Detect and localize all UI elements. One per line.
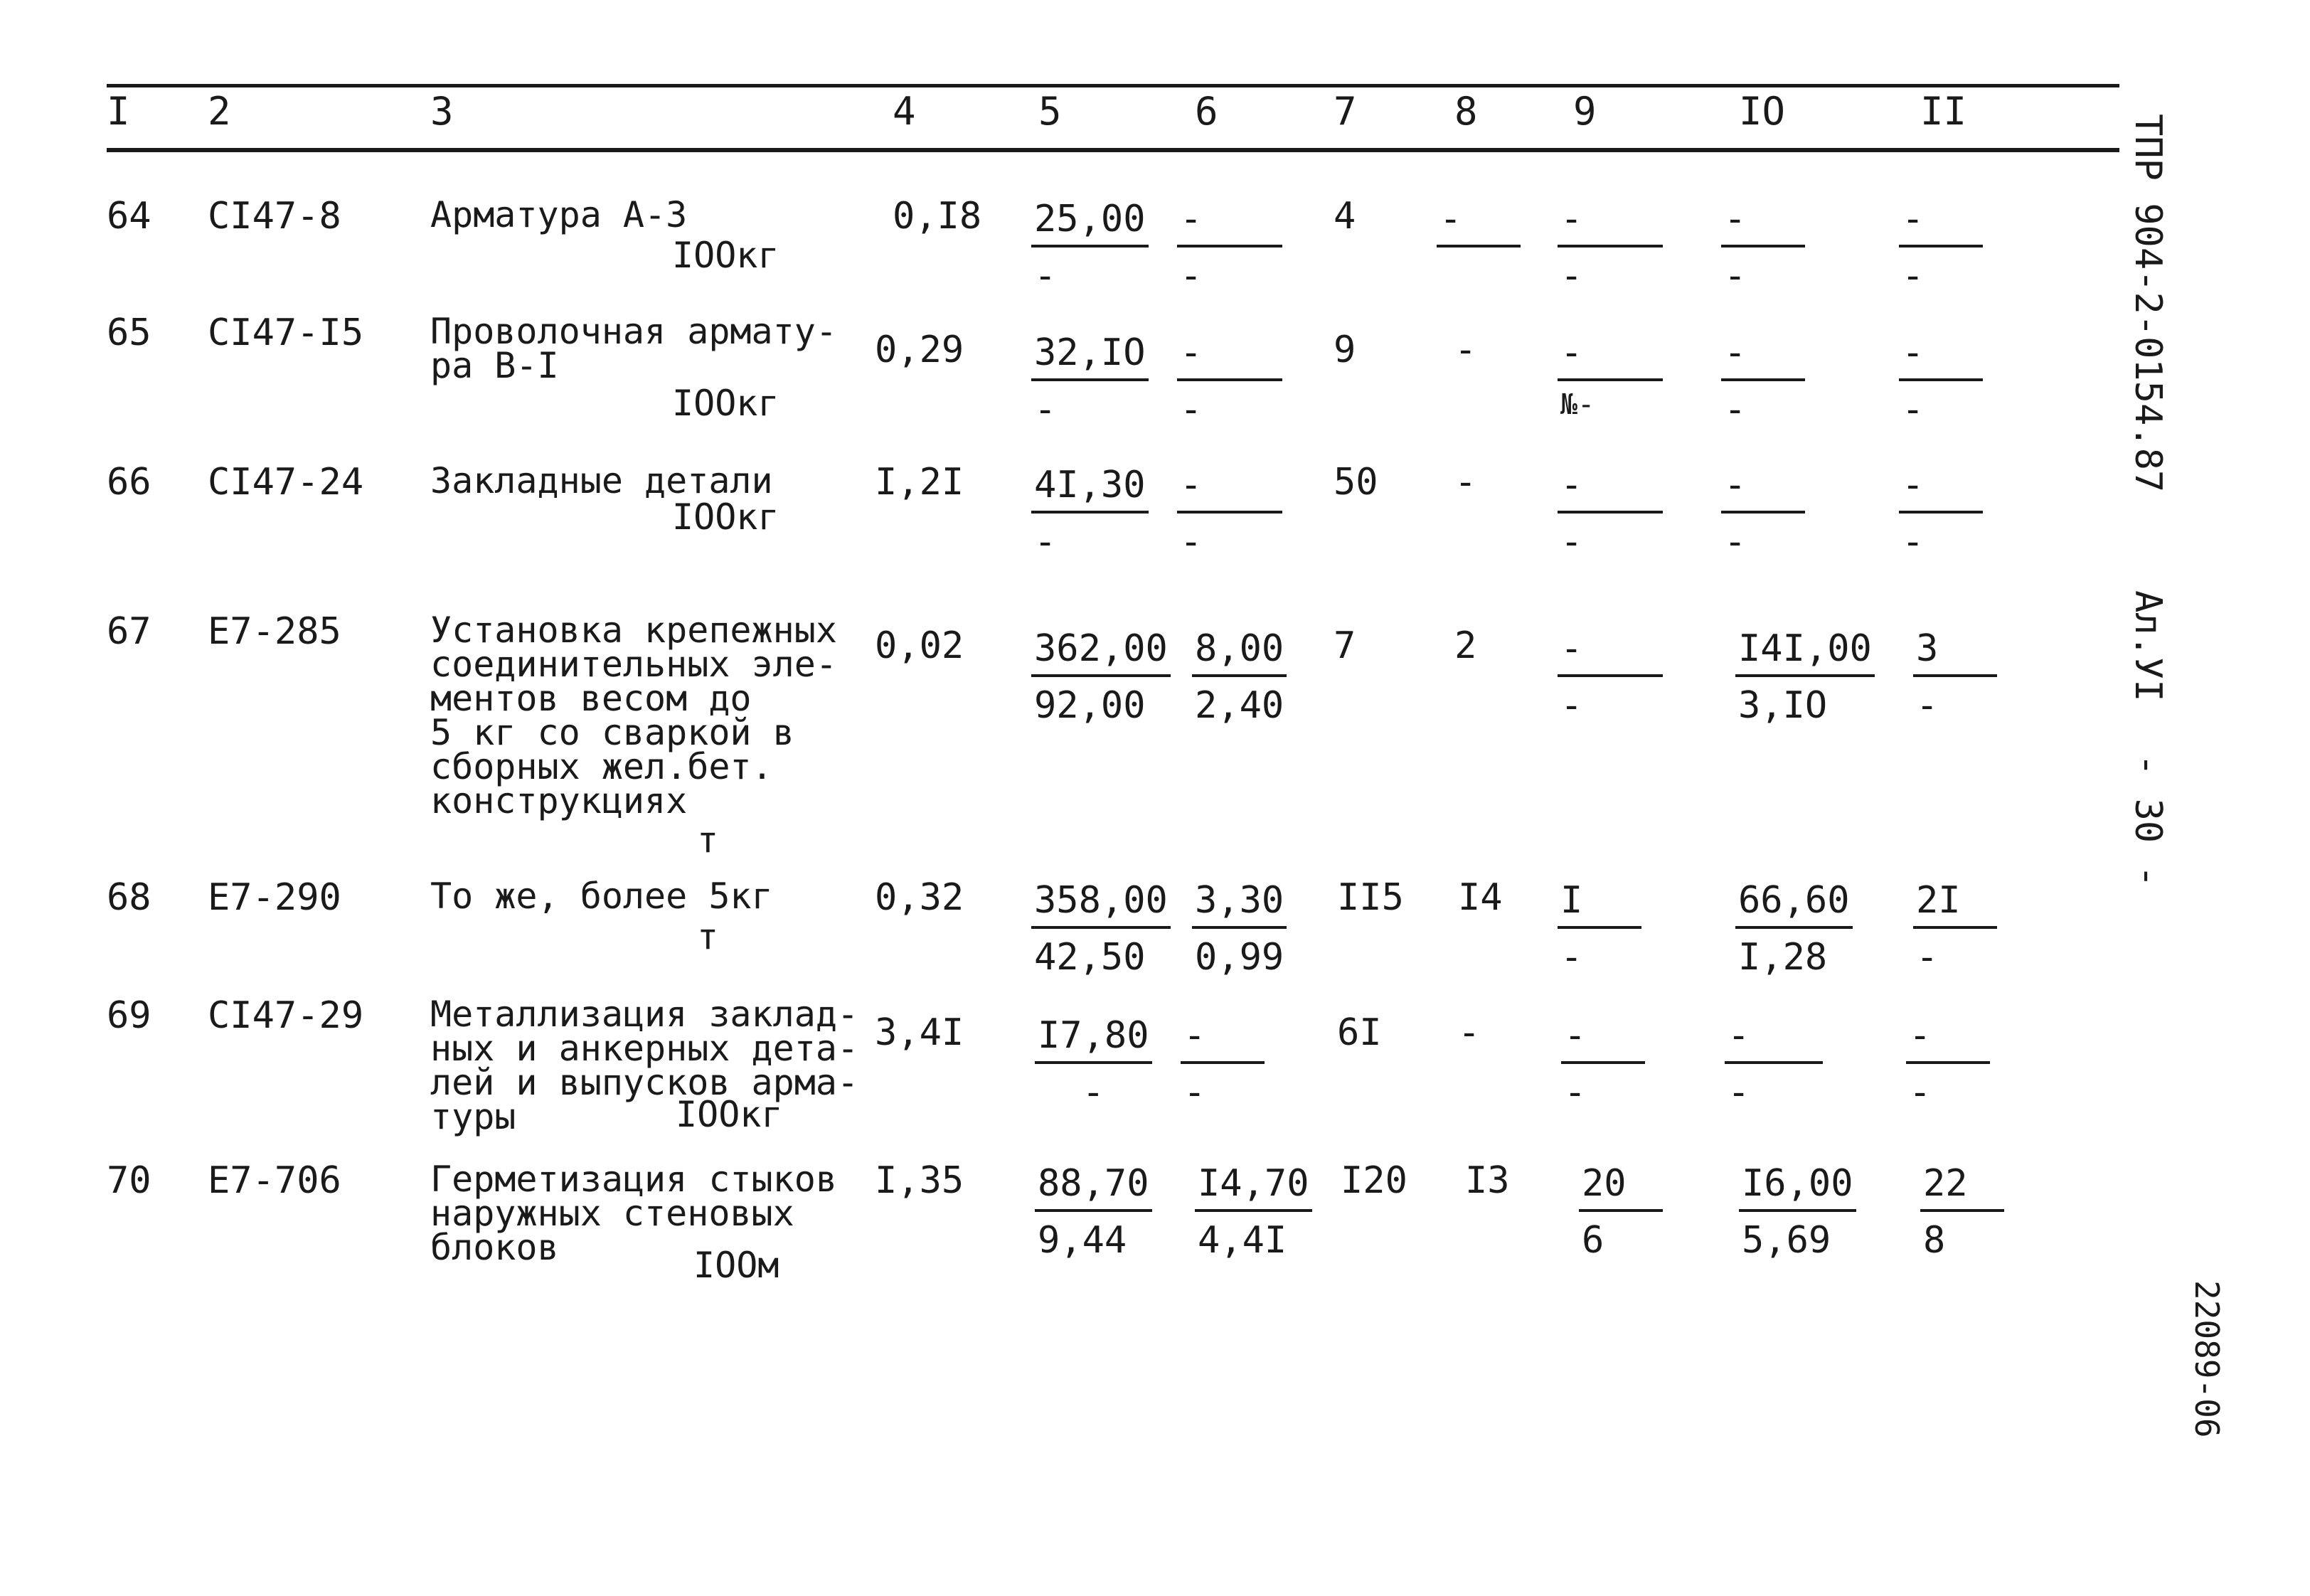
row-value-5: $\frac{358,00}{42,50}$: [1031, 879, 1171, 979]
description-line: соединительных эле-: [430, 644, 837, 685]
row-value-9: - -: [1558, 198, 1663, 297]
header-col-6: 6: [1195, 89, 1218, 134]
row-number: 68: [107, 876, 151, 919]
row-value-11: 3 -: [1913, 627, 1997, 727]
row-number: 65: [107, 312, 151, 354]
document-code: ТПР 904-2-0154.87: [2127, 114, 2169, 493]
description-line: 5 кг со сваркой в: [430, 712, 794, 753]
row-value-10: - -: [1721, 464, 1805, 563]
header-col-4: 4: [893, 89, 916, 134]
row-value-6: $\frac{8,00}{2,40}$: [1192, 627, 1287, 727]
row-value-11: - -: [1906, 1014, 1990, 1114]
row-value-9: $\frac{20}{6}$: [1579, 1162, 1663, 1262]
row-value-7: 50: [1334, 461, 1378, 504]
row-unit: IOOкг: [672, 235, 779, 276]
row-value-7: 4: [1334, 195, 1356, 238]
row-value-4: 3,4I: [875, 1011, 964, 1054]
row-value-8: I3: [1465, 1159, 1510, 1202]
description-line: Арматура А-3: [430, 194, 688, 235]
row-value-8: -: [1454, 329, 1477, 371]
row-code: E7-285: [208, 610, 341, 653]
row-number: 67: [107, 610, 151, 653]
row-value-7: 9: [1334, 329, 1356, 371]
row-value-7: II5: [1337, 876, 1404, 919]
row-description: [430, 460, 829, 501]
row-description: [430, 311, 837, 386]
row-value-4: 0,29: [875, 329, 964, 371]
row-value-9: - -: [1558, 627, 1663, 727]
row-value-6: - -: [1177, 198, 1282, 297]
row-value-10: $\frac{I6,00}{5,69}$: [1739, 1162, 1856, 1262]
row-value-6: - -: [1177, 331, 1282, 431]
row-code: CI47-I5: [208, 312, 364, 354]
row-description: [430, 876, 829, 917]
row-value-8: -: [1437, 198, 1521, 248]
page-number: - 30 -: [2127, 754, 2169, 888]
row-value-5: 32,IO -: [1031, 331, 1149, 431]
description-line: ментов весом до: [430, 678, 752, 719]
album-number: Ал.УI: [2127, 590, 2169, 702]
row-value-9: - -: [1561, 1014, 1645, 1114]
description-line: Закладные детали: [430, 460, 773, 501]
row-number: 64: [107, 195, 151, 238]
row-value-8: -: [1458, 1011, 1481, 1054]
row-value-10: $\frac{66,60}{I,28}$: [1735, 879, 1853, 979]
header-rule: [107, 148, 2119, 152]
description-line: ра В-I: [430, 345, 559, 386]
row-unit: IOOм: [693, 1245, 779, 1286]
row-description: [430, 194, 829, 235]
top-rule: [107, 84, 2119, 87]
description-line: наружных стеновых: [430, 1193, 794, 1234]
row-number: 70: [107, 1159, 151, 1202]
row-number: 66: [107, 461, 151, 504]
row-description: [430, 610, 837, 821]
row-unit: IOOкг: [672, 496, 779, 538]
row-value-10: - -: [1725, 1014, 1823, 1114]
row-value-10: - -: [1721, 198, 1805, 297]
row-code: CI47-24: [208, 461, 364, 504]
row-value-9: I -: [1558, 879, 1641, 979]
description-line: блоков: [430, 1227, 559, 1268]
description-line: сборных жел.бет.: [430, 746, 773, 787]
header-col-7: 7: [1334, 89, 1357, 134]
row-value-11: - -: [1899, 464, 1983, 563]
description-line: лей и выпусков арма-: [430, 1062, 859, 1103]
row-code: E7-290: [208, 876, 341, 919]
description-line: Проволочная армату-: [430, 311, 837, 352]
header-col-2: 2: [208, 89, 231, 134]
row-value-6: - -: [1177, 464, 1282, 563]
row-value-7: 6I: [1337, 1011, 1382, 1054]
description-line: То же, более 5кг: [430, 876, 773, 917]
row-value-10: - -: [1721, 331, 1805, 431]
row-value-8: 2: [1454, 624, 1477, 667]
row-value-8: I4: [1458, 876, 1503, 919]
header-col-10: IO: [1739, 89, 1786, 134]
description-line: туры: [430, 1096, 516, 1137]
inventory-stamp: 22089-06: [2188, 1280, 2226, 1438]
row-value-5: $\frac{88,70}{9,44}$: [1035, 1162, 1152, 1262]
header-col-9: 9: [1573, 89, 1597, 134]
row-value-5: $\frac{362,00}{92,00}$: [1031, 627, 1171, 727]
row-value-11: $\frac{22}{8}$: [1920, 1162, 2004, 1262]
header-col-8: 8: [1454, 89, 1478, 134]
row-code: CI47-8: [208, 195, 341, 238]
row-number: 69: [107, 994, 151, 1037]
description-line: Герметизация стыков: [430, 1159, 837, 1200]
header-col-11: II: [1920, 89, 1967, 134]
description-line: ных и анкерных дета-: [430, 1028, 859, 1069]
row-value-11: - -: [1899, 331, 1983, 431]
row-value-6: $\frac{I4,70}{4,4I}$: [1195, 1162, 1312, 1262]
row-unit: т: [697, 916, 719, 957]
row-value-11: 2I -: [1913, 879, 1997, 979]
row-value-8: -: [1454, 461, 1477, 504]
row-value-6: $\frac{3,30}{0,99}$: [1192, 879, 1287, 979]
description-line: Металлизация заклад-: [430, 994, 859, 1035]
row-value-9: - №-: [1558, 331, 1663, 425]
header-col-3: 3: [430, 89, 454, 134]
row-unit: т: [697, 819, 719, 861]
row-code: CI47-29: [208, 994, 364, 1037]
row-value-9: - -: [1558, 464, 1663, 563]
row-value-4: I,2I: [875, 461, 964, 504]
header-col-1: I: [107, 89, 130, 134]
row-value-4: 0,32: [875, 876, 964, 919]
row-value-4: I,35: [875, 1159, 964, 1202]
header-col-5: 5: [1038, 89, 1062, 134]
row-value-7: 7: [1334, 624, 1356, 667]
row-unit: IOOкг: [672, 383, 779, 424]
row-value-4: 0,02: [875, 624, 964, 667]
row-value-7: I20: [1341, 1159, 1407, 1202]
row-value-4: 0,I8: [893, 195, 982, 238]
row-value-5: 4I,30 -: [1031, 464, 1149, 563]
row-value-11: - -: [1899, 198, 1983, 297]
row-value-5: I7,80 -: [1035, 1014, 1152, 1114]
row-value-10: $\frac{I4I,00}{3,IO}$: [1735, 627, 1875, 727]
row-value-6: - -: [1181, 1014, 1265, 1114]
row-value-5: 25,00 -: [1031, 198, 1149, 297]
row-code: E7-706: [208, 1159, 341, 1202]
description-line: конструкциях: [430, 780, 688, 821]
description-line: Установка крепежных: [430, 610, 837, 651]
row-unit: IOOкг: [676, 1094, 783, 1135]
